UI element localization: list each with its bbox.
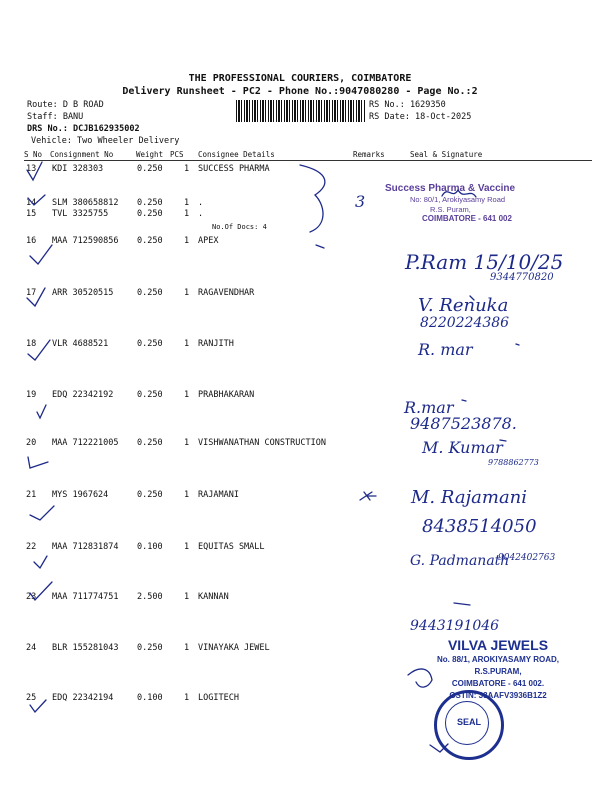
vilva-stamp-addr2: R.S.PURAM, [474,667,522,676]
row-weight: 0.250 [137,164,163,174]
tick-21 [30,506,54,520]
row-pcs: 1 [184,390,190,400]
row-pcs: 1 [184,542,190,552]
success-stamp-name: Success Pharma & Vaccine [385,183,516,194]
sig-row19: R.mar [404,398,454,417]
col-consignment: Consignment No [50,150,114,159]
tick-22 [34,556,47,568]
row-consignment: MAA 712221005 [52,438,119,448]
row-consignment: MAA 712590856 [52,236,119,246]
row-sno: 20 [26,438,37,448]
row-consignee: RAJAMANI [198,490,239,500]
row-sno: 24 [26,643,37,653]
row-consignee: RANJITH [198,339,234,349]
row-weight: 0.250 [137,198,163,208]
row-weight: 0.100 [137,693,163,703]
row-consignment: EDQ 22342192 [52,390,114,400]
row-consignment: TVL 3325755 [52,209,109,219]
barcode [236,100,366,122]
row-pcs: 1 [184,693,190,703]
row-pcs: 1 [184,164,190,174]
row-weight: 0.250 [137,288,163,298]
row-pcs: 1 [184,592,190,602]
row-sno: 23 [26,592,37,602]
sig-row16-phone: 9344770820 [490,272,554,283]
row-pcs: 1 [184,198,190,208]
docs-count: No.Of Docs: 4 [212,223,267,231]
row-pcs: 1 [184,490,190,500]
round-seal [434,690,504,760]
tick-16 [30,245,52,264]
header-divider [24,160,592,161]
sig-row19-phone: 9487523878. [410,414,517,433]
row-weight: 2.500 [137,592,163,602]
staff-label: Staff: BANU [27,112,84,122]
row-consignment: VLR 4688521 [52,339,109,349]
row-sno: 22 [26,542,37,552]
rs-date: RS Date: 18-Oct-2025 [369,112,472,122]
sig-row17: V. Renuka [418,295,509,316]
row-weight: 0.250 [137,390,163,400]
sig-row20: M. Kumar [422,438,503,457]
sig-row21: M. Rajamani [411,487,528,508]
vilva-stamp-name: VILVA JEWELS [447,637,549,653]
row-consignee: LOGITECH [198,693,239,703]
row-consignment: KDI 328303 [52,164,104,174]
tick-20 [28,457,48,468]
row-consignee: PRABHAKARAN [198,390,255,400]
row-sno: 25 [26,693,37,703]
row-consignment: BLR 155281043 [52,643,119,653]
runsheet-subtitle: Delivery Runsheet - PC2 - Phone No.:9047080280 - Page No.:2 [122,86,478,97]
sig-row17-phone: 8220224386 [420,315,510,331]
row-pcs: 1 [184,438,190,448]
sig-row22: G. Padmanath [410,553,510,569]
route-label: Route: D B ROAD [27,100,104,110]
success-stamp-addr1: No: 80/1, Arokiyasamy Road [410,195,506,204]
row-consignee: . [198,209,204,219]
company-title: THE PROFESSIONAL COURIERS, COIMBATORE [188,73,412,84]
row-weight: 0.250 [137,236,163,246]
row-sno: 18 [26,339,37,349]
success-stamp-addr2: R.S. Puram, [430,205,471,214]
row-consignee: VISHWANATHAN CONSTRUCTION [198,438,326,448]
sig-row22-phone: 9042402763 [498,553,556,563]
row-consignment: SLM 380658812 [52,198,119,208]
row-pcs: 1 [184,288,190,298]
row-consignee: KANNAN [198,592,229,602]
row-weight: 0.250 [137,438,163,448]
row-consignment: EDQ 22342194 [52,693,114,703]
row-sno: 17 [26,288,37,298]
col-pcs: PCS [170,150,184,159]
row-weight: 0.250 [137,339,163,349]
vilva-stamp-addr1: No. 88/1, AROKIYASAMY ROAD, [437,655,559,664]
col-weight: Weight [136,150,164,159]
col-consignee: Consignee Details [198,150,275,159]
col-remarks: Remarks [353,150,385,159]
row-sno: 16 [26,236,37,246]
vehicle-label: Vehicle: Two Wheeler Delivery [31,136,180,146]
remark-handwritten: 3 [355,192,366,211]
col-sno: S No [24,150,43,159]
vilva-stamp-gst: GSTIN: 33AAFV3936B1Z2 [449,691,547,700]
row-pcs: 1 [184,643,190,653]
row-pcs: 1 [184,209,190,219]
vilva-stamp-addr3: COIMBATORE - 641 002. [451,679,545,688]
sig-row20-phone: 9788862773 [488,458,539,467]
tick-19 [37,405,46,418]
remark-bracket [300,165,325,232]
row-sno: 19 [26,390,37,400]
row-consignment: MAA 712831874 [52,542,119,552]
row-sno: 21 [26,490,37,500]
rs-number: RS No.: 1629350 [369,100,446,110]
row-weight: 0.250 [137,209,163,219]
row-sno: 15 [26,209,37,219]
row-weight: 0.250 [137,643,163,653]
row-weight: 0.250 [137,490,163,500]
success-stamp-addr3: COIMBATORE - 641 002 [422,214,512,223]
row-consignee: . [198,198,204,208]
row-sno: 13 [26,164,37,174]
row-consignment: ARR 30520515 [52,288,114,298]
sig-row18: R. mar [418,340,473,359]
drs-label: DRS No.: DCJB162935002 [27,124,140,134]
row-consignee: SUCCESS PHARMA [198,164,270,174]
row-weight: 0.100 [137,542,163,552]
row-consignee: VINAYAKA JEWEL [198,643,270,653]
row-sno: 14 [26,198,37,208]
row-consignee: EQUITAS SMALL [198,542,265,552]
sig-row23-phone: 9443191046 [410,618,500,634]
row-pcs: 1 [184,236,190,246]
col-seal: Seal & Signature [410,150,483,159]
row-consignment: MAA 711774751 [52,592,119,602]
sig-row16: P.Ram 15/10/25 [405,250,564,274]
row-pcs: 1 [184,339,190,349]
row-consignment: MYS 1967624 [52,490,109,500]
seal-label: SEAL [456,717,481,727]
row-consignee: RAGAVENDHAR [198,288,255,298]
row-consignee: APEX [198,236,219,246]
sig-row21-phone: 8438514050 [422,516,537,537]
